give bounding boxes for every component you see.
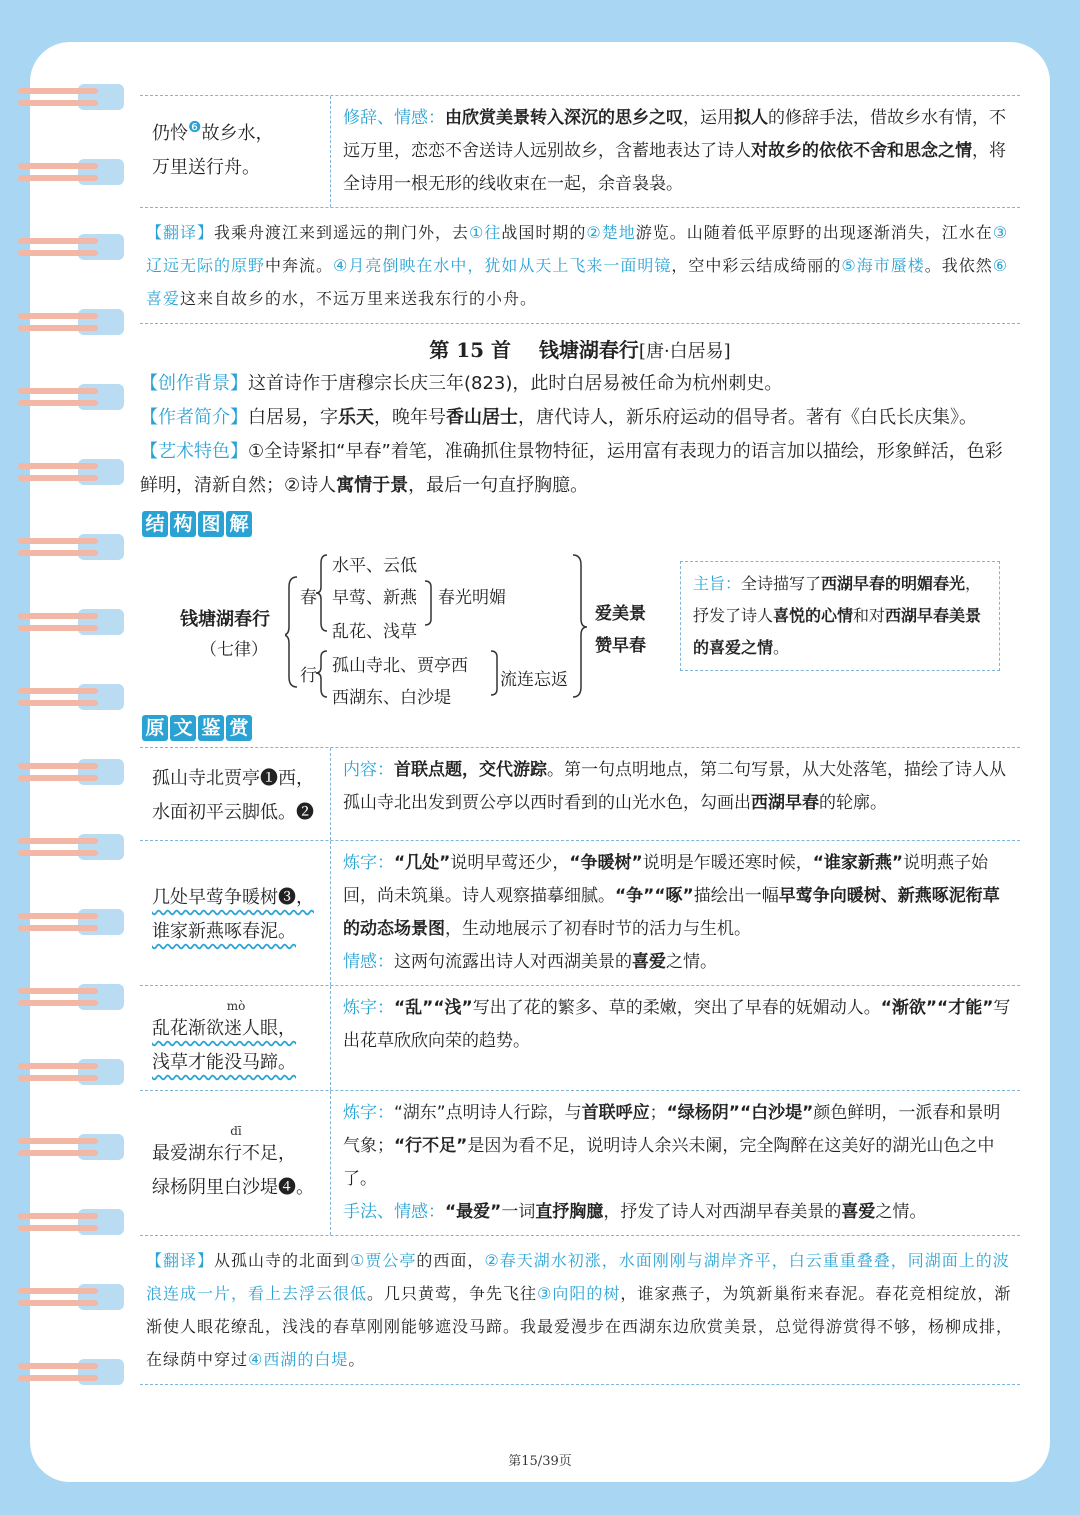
appreciation-rows (140, 747, 1020, 1235)
analysis-note: 修辞、情感：由欣赏美景转入深沉的思乡之叹，运用拟人的修辞手法，借故乡水有情，不远万里，恋恋不舍送诗人远别故乡，含蓄地表达了诗人对故乡的依依不舍和思念之情，将全诗用一根无形的线收束在一起，余音袅袅。 (330, 96, 1020, 207)
binding-ring (18, 1203, 106, 1243)
poem-title: 第 15 首 钱塘湖春行[唐·白居易] (429, 338, 731, 362)
pinyin: dī (230, 1124, 242, 1138)
binding-ring (18, 303, 106, 343)
art-info: 【艺术特色】①全诗紧扣“早春”着笔，准确抓住景物特征，运用富有表现力的语言加以描绘，形象鲜活，色彩鲜明，清新自然；②诗人寓情于景，最后一句直抒胸臆。 (140, 441, 1003, 496)
binding-ring (18, 78, 106, 118)
binding-ring (18, 153, 106, 193)
pinyin: mò (226, 999, 246, 1013)
appreciation-row (140, 841, 1020, 985)
binding-ring (18, 1353, 106, 1393)
poem-lines: 几处早莺争暖树❸， 谁家新燕啄春泥。 (152, 887, 314, 942)
analysis-note: 炼字：“湖东”点明诗人行踪，与首联呼应；“绿杨阴”“白沙堤”颜色鲜明，一派春和景明气象；“行不足”是因为看不足，说明诗人余兴未阑，完全陶醉在这美好的湖光山色之中了。 手法、情感：“最爱”一词直抒胸臆，抒发了诗人对西湖早春美景的喜爱之情。 (330, 1091, 1020, 1235)
binding-ring (18, 1128, 106, 1168)
poem-lines: 仍怜$^❻$故乡水， 万里送行舟。 (152, 118, 274, 178)
poem-lines: 孤山寺北贾亭❶西， 水面初平云脚低。❷ (152, 768, 314, 823)
page-content (140, 95, 1020, 1385)
analysis-note: 炼字：“几处”说明早莺还少，“争暖树”说明是乍暖还寒时候，“谁家新燕”说明燕子始回，尚未筑巢。诗人观察描摹细腻。“争”“啄”描绘出一幅早莺争向暖树、新燕啄泥衔草的动态场景图，生动地展示了初春时节的活力与生机。 情感：这两句流露出诗人对西湖美景的喜爱之情。 (330, 841, 1020, 985)
top-poem-row (140, 96, 1020, 207)
binding-ring (18, 678, 106, 718)
binding-ring (18, 978, 106, 1018)
author-info: 【作者简介】白居易，字乐天，晚年号香山居士，唐代诗人，新乐府运动的倡导者。著有《白氏长庆集》。 (140, 407, 977, 428)
binding-ring (18, 753, 106, 793)
structure-diagram: 钱塘湖春行 （七律） 春 水平、云低 早莺、新燕 乱花、浅草 春光明媚 行 孤山寺北、贾亭西 西湖东、白沙堤 流连忘返 爱美景 赞早春 主旨：全诗描写了西湖早春的明媚春光，抒发了诗人喜悦的心情和对西湖早春美景的喜爱之情。 (140, 547, 1020, 707)
page-number: 第15/39页 (508, 1454, 572, 1469)
binding-ring (18, 453, 106, 493)
translation-block-2: 【翻译】从孤山寺的北面到①贾公亭的西面，②春天湖水初涨，水面刚刚与湖岸齐平，白云重重叠叠，同湖面上的波浪连成一片，看上去浮云很低。几只黄莺，争先飞往③向阳的树，谁家燕子，为筑新巢衔来春泥。春花竞相绽放，渐渐使人眼花缭乱，浅浅的春草刚刚能够遮没马蹄。我最爱漫步在西湖东边欣赏美景，总觉得游赏得不够，杨柳成排，在绿荫中穿过④西湖的白堤。 (146, 1251, 1014, 1369)
binding-ring (18, 828, 106, 868)
binding-ring (18, 528, 106, 568)
appreciation-row (140, 748, 1020, 840)
binding-ring (18, 1053, 106, 1093)
binding-ring (18, 228, 106, 268)
binding-ring (18, 378, 106, 418)
appreciation-heading: 原 文 鉴 赏 (142, 715, 254, 741)
appreciation-row (140, 1091, 1020, 1235)
binding-ring (18, 1278, 106, 1318)
translation-block: 【翻译】我乘舟渡江来到遥远的荆门外，去①往战国时期的②楚地游览。山随着低平原野的出现逐渐消失，江水在③辽远无际的原野中奔流。④月亮倒映在水中，犹如从天上飞来一面明镜，空中彩云结成绮丽的⑤海市蜃楼。我依然⑥喜爱这来自故乡的水，不远万里来送我东行的小舟。 (146, 223, 1009, 308)
binding-ring (18, 903, 106, 943)
background-info: 【创作背景】这首诗作于唐穆宗长庆三年(823)，此时白居易被任命为杭州刺史。 (140, 373, 783, 394)
binding-ring (18, 603, 106, 643)
analysis-note: 炼字：“乱”“浅”写出了花的繁多、草的柔嫩，突出了早春的妩媚动人。“渐欲”“才能”写出花草欣欣向荣的趋势。 (330, 986, 1020, 1090)
theme-box: 主旨：全诗描写了西湖早春的明媚春光，抒发了诗人喜悦的心情和对西湖早春美景的喜爱之情。 (680, 561, 1000, 671)
spiral-binding (0, 0, 120, 1515)
poem-lines: mò 乱花渐欲迷人眼， 浅草才能没马蹄。 (140, 986, 330, 1090)
structure-heading: 结 构 图 解 (142, 511, 254, 537)
analysis-note: 内容：首联点题，交代游踪。第一句点明地点，第二句写景，从大处落笔，描绘了诗人从孤山寺北出发到贾公亭以西时看到的山光水色，勾画出西湖早春的轮廓。 (330, 748, 1020, 840)
poem-lines: dī 最爱湖东行不足， 绿杨阴里白沙堤❹。 (140, 1091, 330, 1235)
appreciation-row (140, 986, 1020, 1090)
